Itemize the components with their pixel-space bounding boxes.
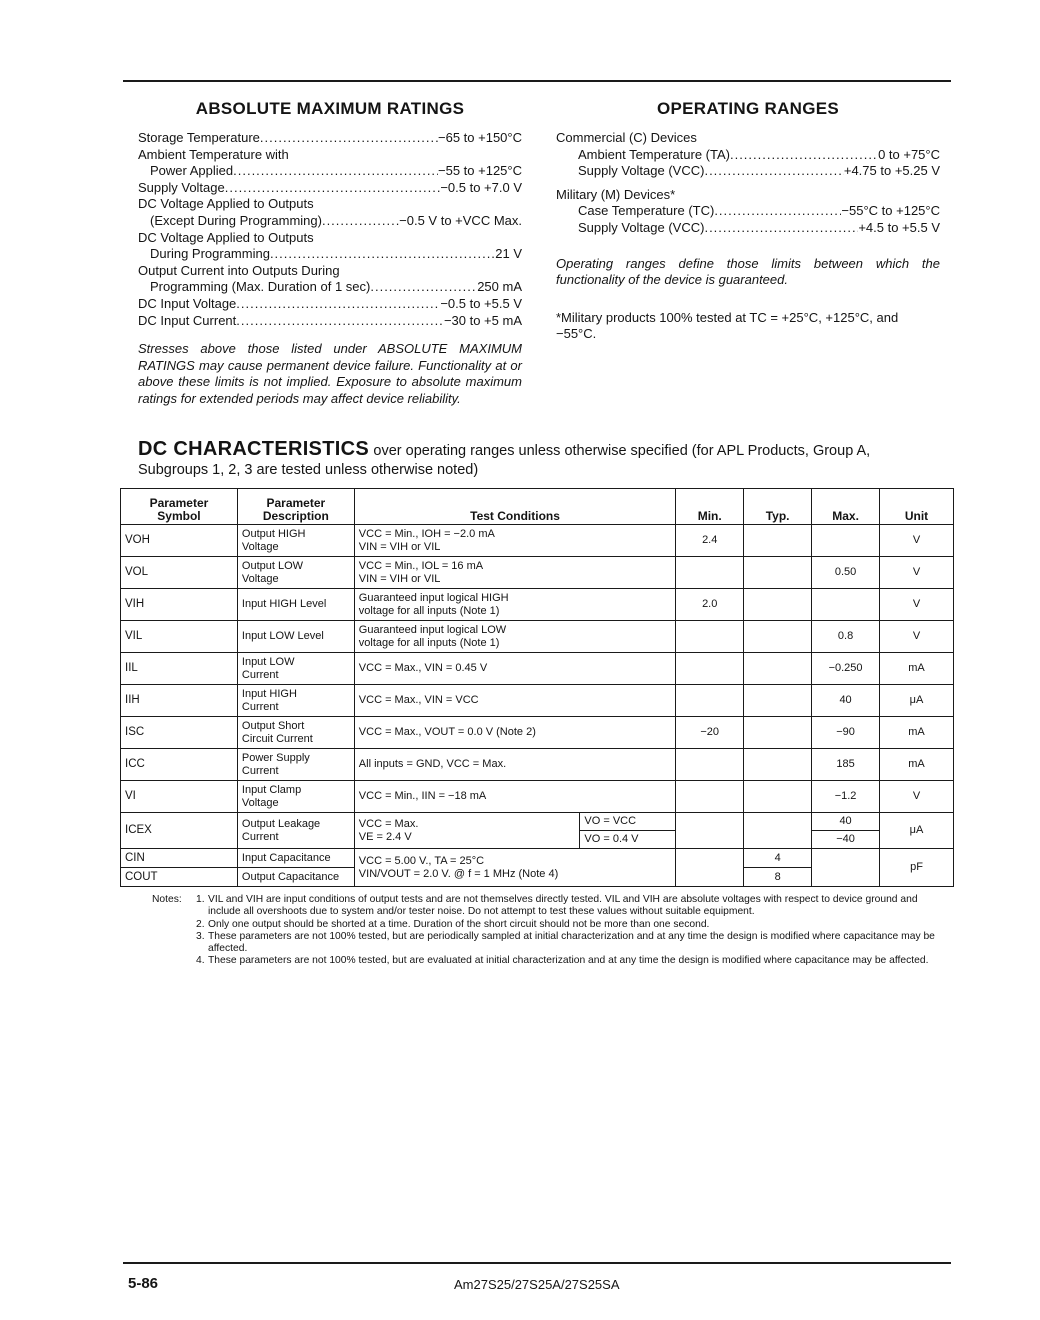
table-row-cout: COUT Output Capacitance 8 — [121, 868, 954, 887]
spec-storage-temp: Storage Temperature ..... −65 to +150°C — [138, 130, 522, 147]
header-symbol: Parameter Symbol — [121, 489, 238, 525]
dc-characteristics-heading — [138, 438, 948, 478]
note-item: 2. Only one output should be shorted at a time. Duration of the short circuit should not be more than one second. — [196, 918, 710, 930]
spec-dc-voltage-outputs-label-2: DC Voltage Applied to Outputs — [138, 229, 314, 245]
top-rule — [123, 80, 951, 82]
table-header-row — [121, 489, 954, 525]
bottom-rule — [123, 1262, 951, 1264]
spec-except-programming: (Except During Programming) ..... −0.5 V to +VCC Max. — [138, 213, 522, 230]
header-max: Max. — [812, 489, 880, 525]
header-typ: Typ. — [744, 489, 812, 525]
table-row-cin: CIN Input Capacitance VCC = 5.00 V., TA = 25°C VIN/VOUT = 2.0 V. @ f = 1 MHz (Note 4) 4 pF — [121, 849, 954, 868]
notes-section — [152, 894, 944, 968]
note-item: 4. These parameters are not 100% tested, but are evaluated at initial characterization and at any time the design is modified where capacitance may be affected. — [196, 955, 929, 967]
spec-dc-input-current: DC Input Current ..... −30 to +5 mA — [138, 313, 522, 330]
header-unit: Unit — [880, 489, 954, 525]
spec-dc-voltage-outputs-label: DC Voltage Applied to Outputs — [138, 196, 314, 212]
military-supply-voltage: Supply Voltage (VCC) ..... +4.5 to +5.5 V — [556, 220, 940, 237]
commercial-supply-voltage: Supply Voltage (VCC) ..... +4.75 to +5.25 V — [556, 163, 940, 180]
operating-ranges-note: Operating ranges define those limits between which the functionality of the device is guaranteed. — [556, 255, 940, 288]
table-row: VIH Input HIGH Level Guaranteed input logical HIGH voltage for all inputs (Note 1) 2.0 V — [121, 589, 954, 621]
spec-dc-input-voltage: DC Input Voltage ..... −0.5 to +5.5 V — [138, 296, 522, 313]
commercial-heading: Commercial (C) Devices — [556, 130, 697, 145]
table-row-icex: ICEX Output Leakage Current VCC = Max. VE = 2.4 V VO = VCC 40 μA — [121, 813, 954, 831]
dc-subtitle-2: Subgroups 1, 2, 3 are tested unless otherwise noted) — [138, 462, 479, 478]
part-number: Am27S25/27S25A/27S25SA — [454, 1277, 620, 1292]
spec-programming-max-duration: Programming (Max. Duration of 1 sec) ..... 250 mA — [138, 279, 522, 296]
table-row: VIL Input LOW Level Guaranteed input logical LOW voltage for all inputs (Note 1) 0.8 V — [121, 621, 954, 653]
table-row: VI Input Clamp Voltage VCC = Min., IIN = −18 mA −1.2 V — [121, 781, 954, 813]
dc-subtitle-1: over operating ranges unless otherwise specified (for APL Products, Group A, — [373, 443, 871, 459]
military-heading: Military (M) Devices* — [556, 186, 676, 202]
absolute-max-section — [138, 99, 522, 407]
page-number: 5-86 — [128, 1275, 159, 1292]
dc-title: DC CHARACTERISTICS — [138, 438, 369, 460]
spec-ambient-temp-label: Ambient Temperature with — [138, 146, 289, 162]
absolute-max-title: ABSOLUTE MAXIMUM RATINGS — [195, 99, 465, 118]
spec-supply-voltage: Supply Voltage ..... −0.5 to +7.0 V — [138, 180, 522, 197]
table-row-icex-2: VO = 0.4 V −40 — [121, 831, 954, 849]
table-row: IIL Input LOW Current VCC = Max., VIN = 0.45 V −0.250 mA — [121, 653, 954, 685]
table-row: IIH Input HIGH Current VCC = Max., VIN = VCC 40 μA — [121, 685, 954, 717]
table-row: ISC Output Short Circuit Current VCC = Max., VOUT = 0.0 V (Note 2) −20 −90 mA — [121, 717, 954, 749]
military-test-note: *Military products 100% tested at TC = +25°C, +125°C, and −55°C. — [556, 309, 899, 342]
operating-ranges-title: OPERATING RANGES — [656, 99, 840, 118]
spec-during-programming: During Programming ..... 21 V — [138, 246, 522, 263]
table-row: VOH Output HIGH Voltage VCC = Min., IOH = −2.0 mA VIN = VIH or VIL 2.4 V — [121, 525, 954, 557]
header-description: Parameter Description — [237, 489, 354, 525]
dc-characteristics-table — [120, 488, 954, 887]
note-item: Notes: 1. VIL and VIH are input conditions of output tests and are not themselves directly tested. VIL and VIH are absolute voltages with respect to device ground and include all overshoots due to system and/or tester noise. Do not attempt to test these values without suitable equipment. — [152, 894, 918, 918]
table-row: VOL Output LOW Voltage VCC = Min., IOL = 16 mA VIN = VIH or VIL 0.50 V — [121, 557, 954, 589]
header-test-conditions: Test Conditions — [354, 489, 675, 525]
spec-power-applied: Power Applied ..... −55 to +125°C — [138, 163, 522, 180]
commercial-ambient-temp: Ambient Temperature (TA) ..... 0 to +75°C — [556, 147, 940, 164]
table-row: ICC Power Supply Current All inputs = GND, VCC = Max. 185 mA — [121, 749, 954, 781]
header-min: Min. — [676, 489, 744, 525]
military-case-temp: Case Temperature (TC) ..... −55°C to +125°C — [556, 203, 940, 220]
spec-output-current-label: Output Current into Outputs During — [138, 262, 340, 278]
stress-note: Stresses above those listed under ABSOLUTE MAXIMUM RATINGS may cause permanent device failure. Functionality at or above these limits is not implied. Exposure to absolute maximum ratings for extended periods may affect device reliability. — [138, 341, 522, 406]
operating-ranges-section — [556, 99, 940, 343]
note-item: 3. These parameters are not 100% tested, but are periodically sampled at initial characterization and at any time the design is modified where capacitance may be affected. — [196, 930, 935, 955]
